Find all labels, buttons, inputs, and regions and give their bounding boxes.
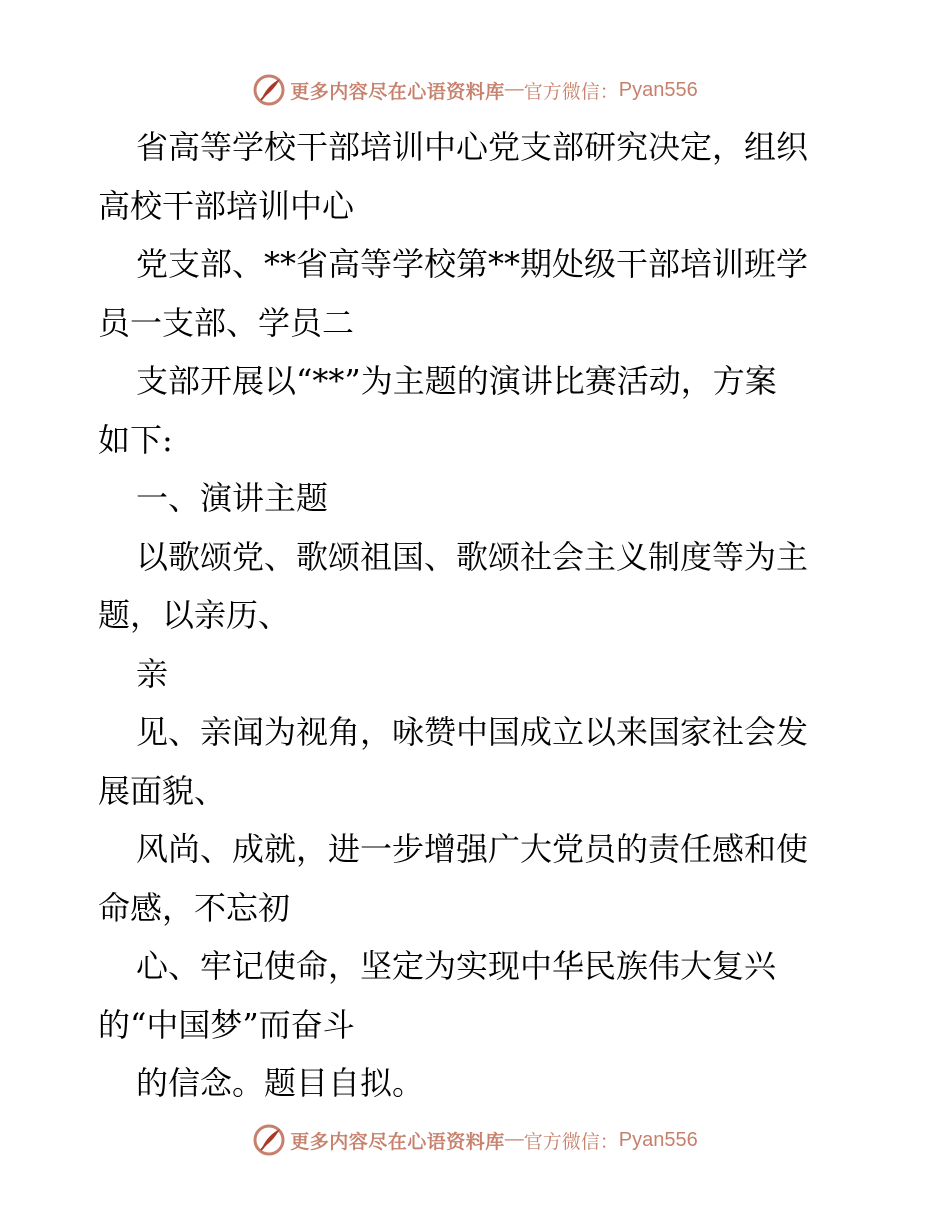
paragraph-line: 高校干部培训中心 bbox=[98, 186, 355, 225]
paragraph-line: 如下: bbox=[98, 420, 173, 459]
feather-pen-icon bbox=[252, 1123, 286, 1157]
paragraph-line: 亲 bbox=[136, 654, 169, 693]
paragraph-line: 心、牢记使命，坚定为实现中华民族伟大复兴 bbox=[136, 947, 777, 985]
paragraph-line: 省高等学校干部培训中心党支部研究决定，组织 bbox=[136, 128, 809, 166]
paragraph-line: 题，以亲历、 bbox=[98, 596, 291, 634]
paragraph-line: 党支部、**省高等学校第**期处级干部培训班学 bbox=[136, 245, 809, 283]
header-wechat-id: Pyan556 bbox=[618, 78, 698, 101]
paragraph-line: 的信念。题目自拟。 bbox=[136, 1064, 425, 1102]
header-banner bbox=[0, 70, 950, 110]
header-dash: — bbox=[504, 79, 524, 100]
document-body bbox=[98, 118, 858, 1113]
paragraph-line: 见、亲闻为视角，咏赞中国成立以来国家社会发 bbox=[136, 713, 809, 751]
paragraph-line: 的“中国梦”而奋斗 bbox=[98, 1005, 355, 1044]
paragraph-line: 风尚、成就，进一步增强广大党员的责任感和使 bbox=[136, 830, 809, 868]
feather-pen-icon bbox=[252, 73, 286, 107]
footer-wechat-label: 官方微信： bbox=[523, 1130, 619, 1153]
paragraph-line: 命感，不忘初 bbox=[98, 888, 291, 927]
paragraph-line: 以歌颂党、歌颂祖国、歌颂社会主义制度等为主 bbox=[136, 537, 809, 576]
paragraph-line: 员一支部、学员二 bbox=[98, 303, 355, 342]
footer-wechat-id: Pyan556 bbox=[618, 1128, 698, 1151]
footer-dash: — bbox=[504, 1129, 524, 1150]
header-site-name: 更多内容尽在心语资料库 bbox=[290, 80, 505, 103]
paragraph-line: 展面貌、 bbox=[98, 771, 227, 810]
header-wechat-label: 官方微信： bbox=[523, 80, 619, 103]
paragraph-line: 支部开展以“**”为主题的演讲比赛活动，方案 bbox=[136, 362, 777, 400]
section-heading: 一、演讲主题 bbox=[136, 479, 329, 517]
footer-site-name: 更多内容尽在心语资料库 bbox=[290, 1130, 505, 1153]
footer-banner bbox=[0, 1120, 950, 1160]
